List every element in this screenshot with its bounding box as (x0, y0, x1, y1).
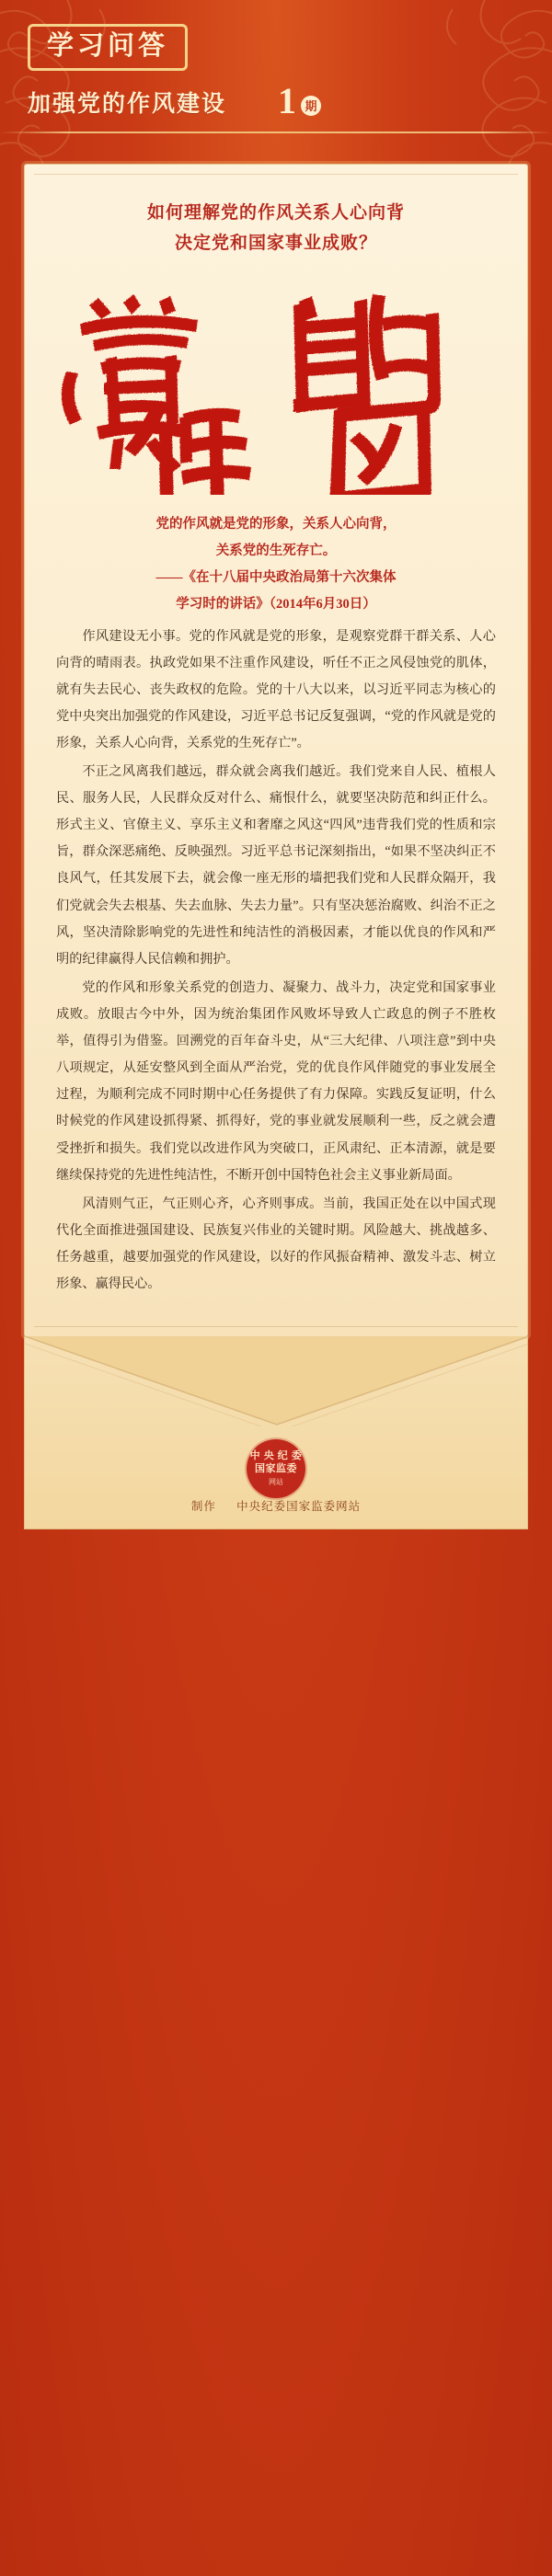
series-badge-label: 学习问答 (47, 31, 169, 61)
pull-quote (65, 511, 487, 618)
bottom-strip (0, 2534, 552, 2576)
credit-label: 制作 (190, 1500, 216, 1514)
seal-line-3: 网站 (269, 1477, 283, 1486)
calligraphy-char-de (293, 294, 441, 414)
poster-header (0, 0, 552, 156)
poster-subtitle: 加强党的作风建设 (28, 91, 227, 117)
quote-line-2: 关系党的生死存亡。 (215, 543, 337, 558)
article-body (56, 624, 496, 1299)
issue-unit: 期 (301, 96, 321, 116)
article-paragraph: 党的作风和形象关系党的创造力、凝聚力、战斗力，决定党和国家事业成败。放眼古今中外，因为统治集团作风败坏导致人亡政息的例子不胜枚举，值得引为借鉴。回溯党的百年奋斗史，从“三大纪律、八项注意”到中央八项规定，从延安整风到全面从严治党，党的优良作风伴随党的事业发展全过程，为顺利完成不同时期中心任务提供了有力保障。实践反复证明，什么时候党的作风建设抓得紧、抓得好，党的事业就发展顺利一些，反之就会遭受挫折和损失。我们党以改进作风为突破口，正风肃纪、正本清源，就是要继续保持党的先进性纯洁性，不断开创中国特色社会主义事业新局面。 (56, 979, 496, 1183)
seal-line-1: 中 央 纪 委 (249, 1450, 303, 1462)
quote-line-1: 党的作风就是党的形象，关系人心向背， (155, 516, 397, 532)
question-line-2: 决定党和国家事业成败？ (174, 234, 377, 254)
calligraphy-char-feng (330, 401, 431, 495)
credit-line (25, 1497, 527, 1514)
article-card (24, 164, 528, 1337)
quote-source-line-1: ——《在十八届中央政治局第十六次集体 (155, 569, 397, 585)
calligraphy-svg (56, 274, 498, 495)
header-subtitle-row (28, 80, 524, 121)
article-card-wrap (24, 164, 528, 1337)
calligraphy-artwork (56, 274, 496, 495)
question-line-1: 如何理解党的作风关系人心向背 (146, 203, 405, 223)
series-badge (28, 24, 188, 71)
official-seal (247, 1439, 305, 1498)
article-paragraph: 不正之风离我们越远，群众就会离我们越近。我们党来自人民、植根人民、服务人民，人民群众反对什么、痛恨什么，就要坚决防范和纠正什么。形式主义、官僚主义、享乐主义和奢靡之风这“四风”违背我们党的性质和宗旨，群众深恶痛绝、反映强烈。习近平总书记深刻指出，“如果不坚决纠正不良风气，任其发展下去，就会像一座无形的墙把我们党和人民群众隔开，我们党就会失去根基、失去血脉、失去力量”。只有坚决惩治腐败、纠治不正之风，坚决清除影响党的先进性和纯洁性的消极因素，才能以优良的作风和严明的纪律赢得人民信赖和拥护。 (56, 764, 496, 967)
seal-line-2: 国家监委 (255, 1463, 297, 1475)
calligraphy-char-zuo (124, 401, 251, 495)
quote-source-line-2: 学习时的讲话》（2014年6月30日） (176, 596, 376, 612)
article-paragraph: 风清则气正，气正则心齐，心齐则事成。当前，我国正处在以中国式现代化全面推进强国建设、民族复兴伟业的关键时期。风险越大、挑战越多、任务越重，越要加强党的作风建设，以好的作风振奋精神、激发斗志、树立形象、赢得民心。 (56, 1196, 496, 1292)
article-paragraph: 作风建设无小事。党的作风就是党的形象，是观察党群干群关系、人心向背的晴雨表。执政党如果不注重作风建设，听任不正之风侵蚀党的肌体，就有失去民心、丧失政权的危险。党的十八大以来，以习近平同志为核心的党中央突出加强党的作风建设，习近平总书记反复强调，“党的作风就是党的形象，关系人心向背，关系党的生死存亡”。 (56, 628, 496, 750)
issue-number-group (278, 80, 321, 121)
envelope-footer (24, 1336, 528, 1529)
header-divider (0, 132, 552, 133)
page-title (56, 198, 496, 259)
envelope-flap-lines (25, 1336, 528, 1426)
credit-value: 中央纪委国家监委网站 (236, 1500, 362, 1514)
issue-number: 1 (278, 80, 297, 121)
